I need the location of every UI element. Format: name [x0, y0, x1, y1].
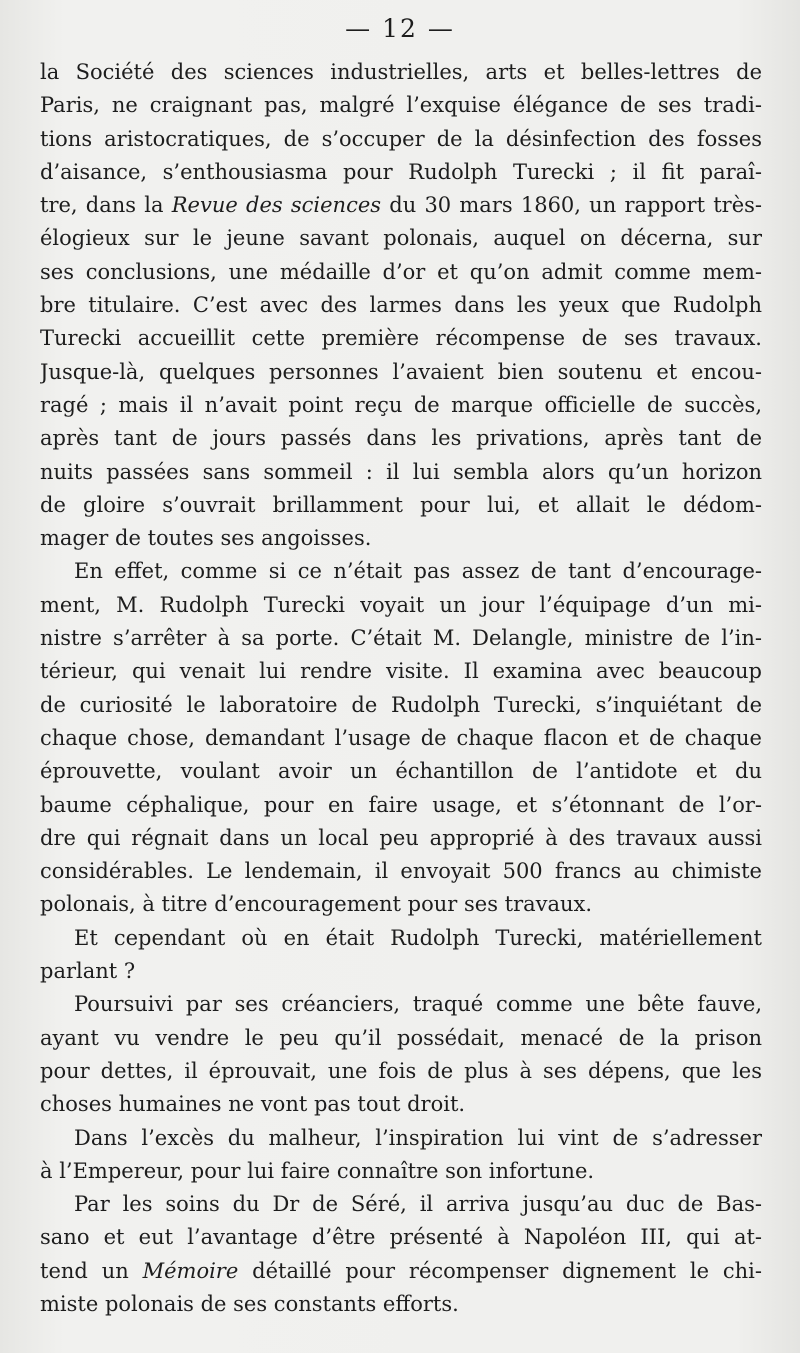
italic-title: Revue des sciences — [171, 193, 382, 218]
text-line: choses humaines ne vont pas tout droit. — [40, 1092, 466, 1117]
text-line: bre titulaire. C’est avec des larmes dans les yeux que Rudolph — [40, 293, 762, 318]
text-line: la Société des sciences industrielles, arts et belles-lettres de — [40, 60, 762, 84]
text-line: après tant de jours passés dans les privations, après tant de — [40, 426, 762, 451]
text-line: à l’Empereur, pour lui faire connaître son infortune. — [40, 1158, 595, 1183]
text-segment: du 30 mars 1860, un rapport très- — [381, 193, 762, 218]
text-line: considérables. Le lendemain, il envoyait 500 francs au chimiste — [40, 859, 762, 884]
text-line: Dans l’excès du malheur, l’inspiration lui vint de s’adresser — [74, 1125, 762, 1150]
text-line: miste polonais de ses constants efforts. — [40, 1291, 459, 1316]
text-line: nistre s’arrêter à sa porte. C’était M. Delangle, ministre de l’in- — [40, 626, 762, 651]
text-line: mager de toutes ses angoisses. — [40, 526, 372, 551]
italic-title: Mémoire — [142, 1258, 239, 1283]
text-line: Turecki accueillit cette première récompense de ses travaux. — [40, 326, 762, 351]
text-line: nuits passées sans sommeil : il lui sembla alors qu’un horizon — [40, 459, 762, 484]
text-segment: tend un — [40, 1258, 143, 1283]
page-number: — 12 — — [345, 14, 455, 43]
text-line — [40, 189, 762, 222]
text-line: de gloire s’ouvrait brillamment pour lui, et allait le dédom- — [40, 492, 762, 517]
text-line: ment, M. Rudolph Turecki voyait un jour l’équipage d’un mi- — [40, 592, 762, 617]
text-line: de curiosité le laboratoire de Rudolph Turecki, s’inquiétant de — [40, 692, 762, 717]
text-segment: tre, dans la — [40, 193, 172, 218]
text-segment: détaillé pour récompenser dignement le chi- — [238, 1258, 762, 1283]
text-line: sano et eut l’avantage d’être présenté à Napoléon III, qui at- — [40, 1225, 762, 1250]
text-line — [40, 1255, 762, 1288]
text-line: d’aisance, s’enthousiasma pour Rudolph Turecki ; il fit paraî- — [40, 159, 762, 184]
text-line: En effet, comme si ce n’était pas assez de tant d’encourage- — [74, 559, 762, 584]
text-line: ayant vu vendre le peu qu’il possédait, menacé de la prison — [40, 1025, 762, 1050]
text-line: Jusque-là, quelques personnes l’avaient bien soutenu et encou- — [40, 359, 762, 384]
text-line: éprouvette, voulant avoir un échantillon de l’antidote et du — [40, 759, 762, 784]
text-line: Poursuivi par ses créanciers, traqué comme une bête fauve, — [74, 992, 762, 1017]
text-line: ragé ; mais il n’avait point reçu de marque officielle de succès, — [40, 392, 762, 417]
text-line: dre qui régnait dans un local peu approprié à des travaux aussi — [40, 825, 762, 850]
text-line: Et cependant où en était Rudolph Turecki, matériellement — [74, 925, 762, 950]
text-line: parlant ? — [40, 959, 136, 984]
text-line: élogieux sur le jeune savant polonais, auquel on décerna, sur — [40, 226, 762, 251]
text-line: Par les soins du Dr de Séré, il arriva jusqu’au duc de Bas- — [74, 1192, 762, 1217]
text-line: térieur, qui venait lui rendre visite. Il examina avec beaucoup — [40, 659, 762, 684]
text-line: pour dettes, il éprouvait, une fois de plus à ses dépens, que les — [40, 1058, 762, 1083]
text-line: ses conclusions, une médaille d’or et qu’on admit comme mem- — [40, 259, 762, 284]
text-line: polonais, à titre d’encouragement pour ses travaux. — [40, 892, 593, 917]
text-line: Paris, ne craignant pas, malgré l’exquise élégance de ses tradi- — [40, 93, 762, 118]
text-line: baume céphalique, pour en faire usage, et s’étonnant de l’or- — [40, 792, 762, 817]
text-line: tions aristocratiques, de s’occuper de la désinfection des fosses — [40, 126, 762, 151]
text-line: chaque chose, demandant l’usage de chaque flacon et de chaque — [40, 725, 762, 750]
body-text — [40, 56, 762, 1321]
